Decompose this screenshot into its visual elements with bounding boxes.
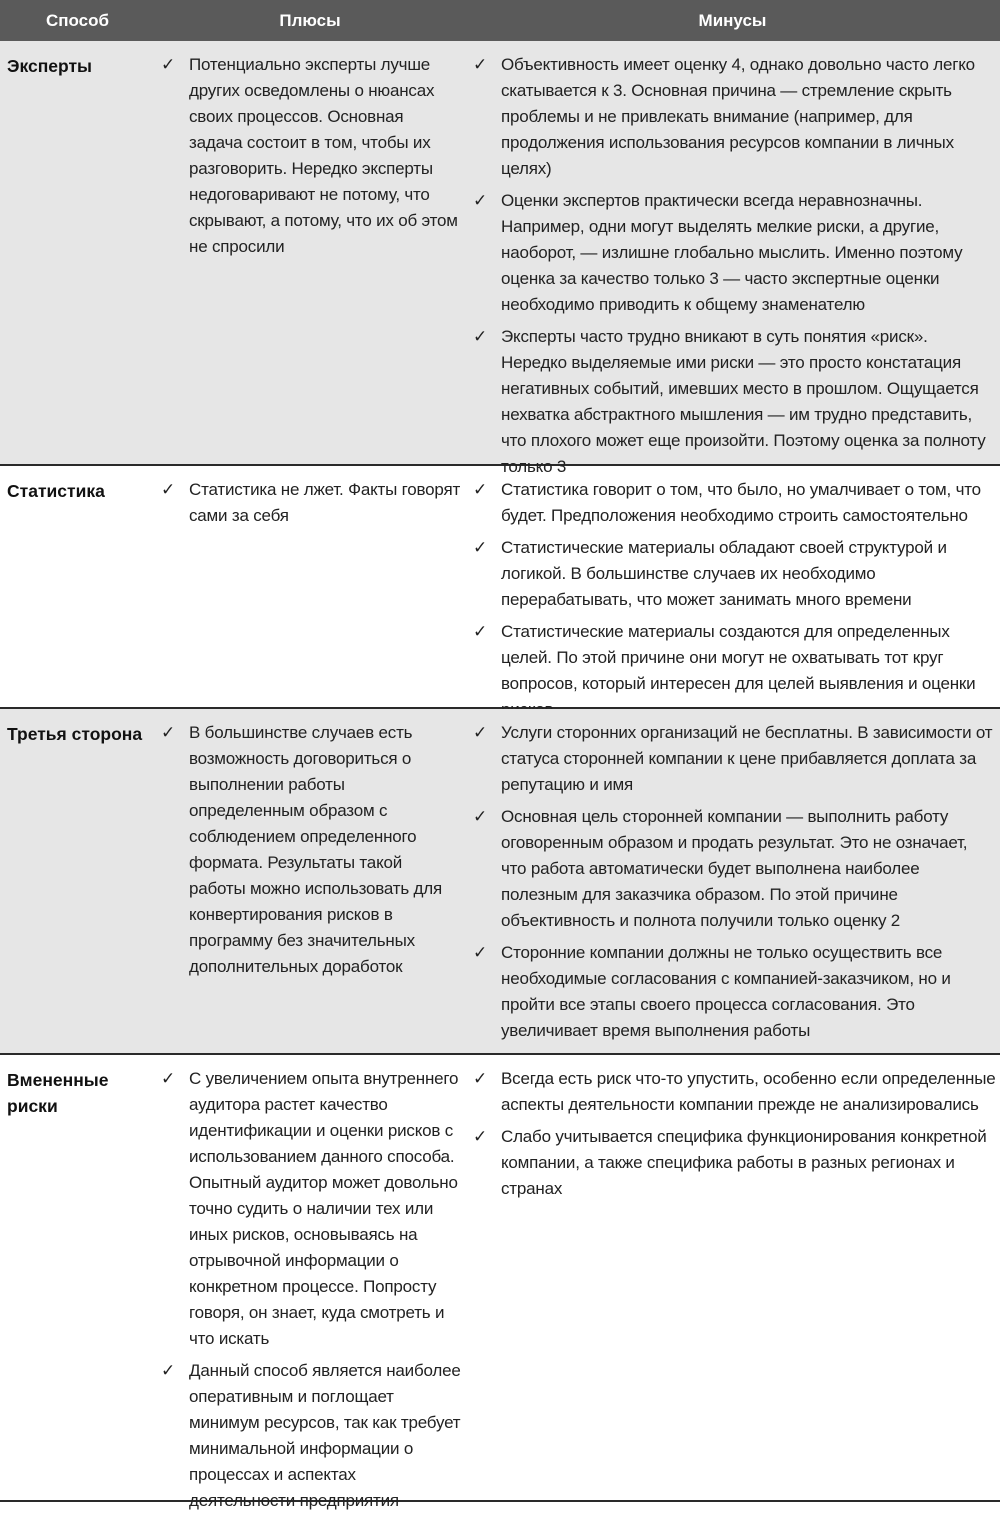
item-text: Сторонние компании должны не только осуществить все необходимые согласования с компанией-заказчиком, но и пройти все этапы своего процесса согласования. Это увеличивает время выполнения работы (501, 943, 951, 1040)
pros-cell (155, 1055, 467, 1510)
item-text: Всегда есть риск что-то упустить, особенно если определенные аспекты деятельности компании прежде не анализировались (501, 1069, 996, 1114)
list-item (473, 720, 996, 798)
list-item (161, 52, 461, 260)
list-item (473, 52, 996, 182)
checkmark-icon: ✓ (473, 1069, 488, 1088)
list-item (473, 1124, 996, 1202)
checkmark-icon: ✓ (473, 943, 488, 962)
list-item (473, 619, 996, 723)
pros-cell (155, 466, 467, 707)
checkmark-icon: ✓ (473, 723, 488, 742)
item-text: Эксперты часто трудно вникают в суть понятия «риск». Нередко выделяемые ими риски — это просто констатация негативных событий, имевших место в прошлом. Ощущается нехватка абстрактного мышления — им трудно представить, что плохого может еще произойти. Поэтому оценка за полноту только 3 (501, 327, 986, 476)
checkmark-icon: ✓ (473, 327, 488, 346)
pros-cell (155, 709, 467, 1053)
checkmark-icon: ✓ (473, 480, 488, 499)
list-item (473, 940, 996, 1044)
table-row-imputed-risks (0, 1055, 1000, 1510)
checkmark-icon: ✓ (473, 1127, 488, 1146)
header-cons: Минусы (698, 10, 767, 30)
cons-cell (467, 466, 1000, 707)
item-text: Статистические материалы создаются для определенных целей. По этой причине они могут не охватывать тот круг вопросов, который интересен для целей выявления и оценки (501, 622, 976, 693)
table-row-experts (0, 41, 1000, 476)
header-method: Способ (45, 10, 110, 30)
list-item (473, 324, 996, 480)
item-text: Данный способ является наиболее оперативным и поглощает минимум ресурсов, так как требует минимальной информации о процессах и аспектах деятельности предприятия (189, 1361, 461, 1510)
checkmark-icon: ✓ (161, 480, 176, 499)
item-text: Потенциально эксперты лучше других осведомлены о нюансах своих процессов. Основная задача состоит в том, чтобы их разговорить. Нередко эксперты недоговаривают не потому, что скрывают, а потому, что их об этом не спросили (189, 55, 458, 256)
method-cell: Статистика (7, 481, 105, 501)
item-text: Оценки экспертов практически всегда неравнозначны. Например, одни могут выделять мелкие риски, а другие, наоборот, — излишне глобально мыслить. Именно поэтому оценка за качество только 3 — часто экспертные оценки необходимо приводить к общему знаменателю (501, 191, 963, 314)
list-item (161, 477, 461, 529)
checkmark-icon: ✓ (473, 538, 488, 557)
list-item (473, 1066, 996, 1118)
item-text: Статистика говорит о том, что было, но умалчивает о том, что будет. Предположения необходимо строить самостоятельно (501, 480, 981, 525)
method-cell: Вмененные риски (7, 1070, 109, 1116)
cons-cell (467, 1055, 1000, 1500)
cons-cell (467, 41, 1000, 476)
list-item (161, 1066, 461, 1352)
list-item (473, 804, 996, 934)
item-text: Статистические материалы обладают своей структурой и логикой. В большинстве случаев их необходимо перерабатывать, что может занимать много времени (501, 538, 947, 609)
list-item (473, 535, 996, 613)
table-header (0, 0, 1000, 41)
checkmark-icon: ✓ (473, 807, 488, 826)
list-item (473, 477, 996, 529)
checkmark-icon: ✓ (161, 1361, 176, 1380)
checkmark-icon: ✓ (161, 723, 176, 742)
item-text: Услуги сторонних организаций не бесплатны. В зависимости от статуса сторонней компании к цене прибавляется доплата за репутацию и имя (501, 723, 993, 794)
item-text: Статистика не лжет. Факты говорят сами за себя (189, 480, 461, 525)
checkmark-icon: ✓ (473, 622, 488, 641)
item-text: Основная цель сторонней компании — выполнить работу оговоренным образом и продать результат. Это не означает, что работа автоматически будет выполнена наиболее полезным для заказчика образом. По этой причине объективность и полнота получили только оценку 2 (501, 807, 968, 930)
list-item (161, 1358, 461, 1514)
table-row-statistics (0, 466, 1000, 709)
checkmark-icon: ✓ (161, 55, 176, 74)
header-pros: Плюсы (279, 10, 341, 30)
checkmark-icon: ✓ (161, 1069, 176, 1088)
item-text: Слабо учитывается специфика функционирования конкретной компании, а также специфика работы в разных регионах и странах (501, 1127, 987, 1198)
list-item (473, 188, 996, 318)
checkmark-icon: ✓ (473, 191, 488, 210)
list-item (161, 720, 461, 980)
method-cell: Третья сторона (7, 724, 143, 744)
checkmark-icon: ✓ (473, 55, 488, 74)
method-cell: Эксперты (7, 56, 92, 76)
item-text: В большинстве случаев есть возможность договориться о выполнении работы определенным образом с соблюдением определенного формата. Результаты такой работы можно использовать для конвертирования рисков в программу без значительных дополнительных доработок (189, 723, 442, 976)
item-text: С увеличением опыта внутреннего аудитора растет качество идентификации и оценки рисков с использованием данного способа. Опытный аудитор может довольно точно судить о наличии тех или иных рисков, основываясь на отрывочной информации о конкретном процессе. Попросту говоря, он знает, куда смотреть и что искать (189, 1069, 459, 1348)
pros-cell (155, 41, 467, 464)
item-text: Объективность имеет оценку 4, однако довольно часто легко скатывается к 3. Основная причина — стремление скрыть проблемы и не привлекать внимание (например, для продолжения использования ресурсов компании в личных целях) (501, 55, 975, 178)
cons-cell (467, 709, 1000, 1053)
table-row-third-party (0, 709, 1000, 1055)
